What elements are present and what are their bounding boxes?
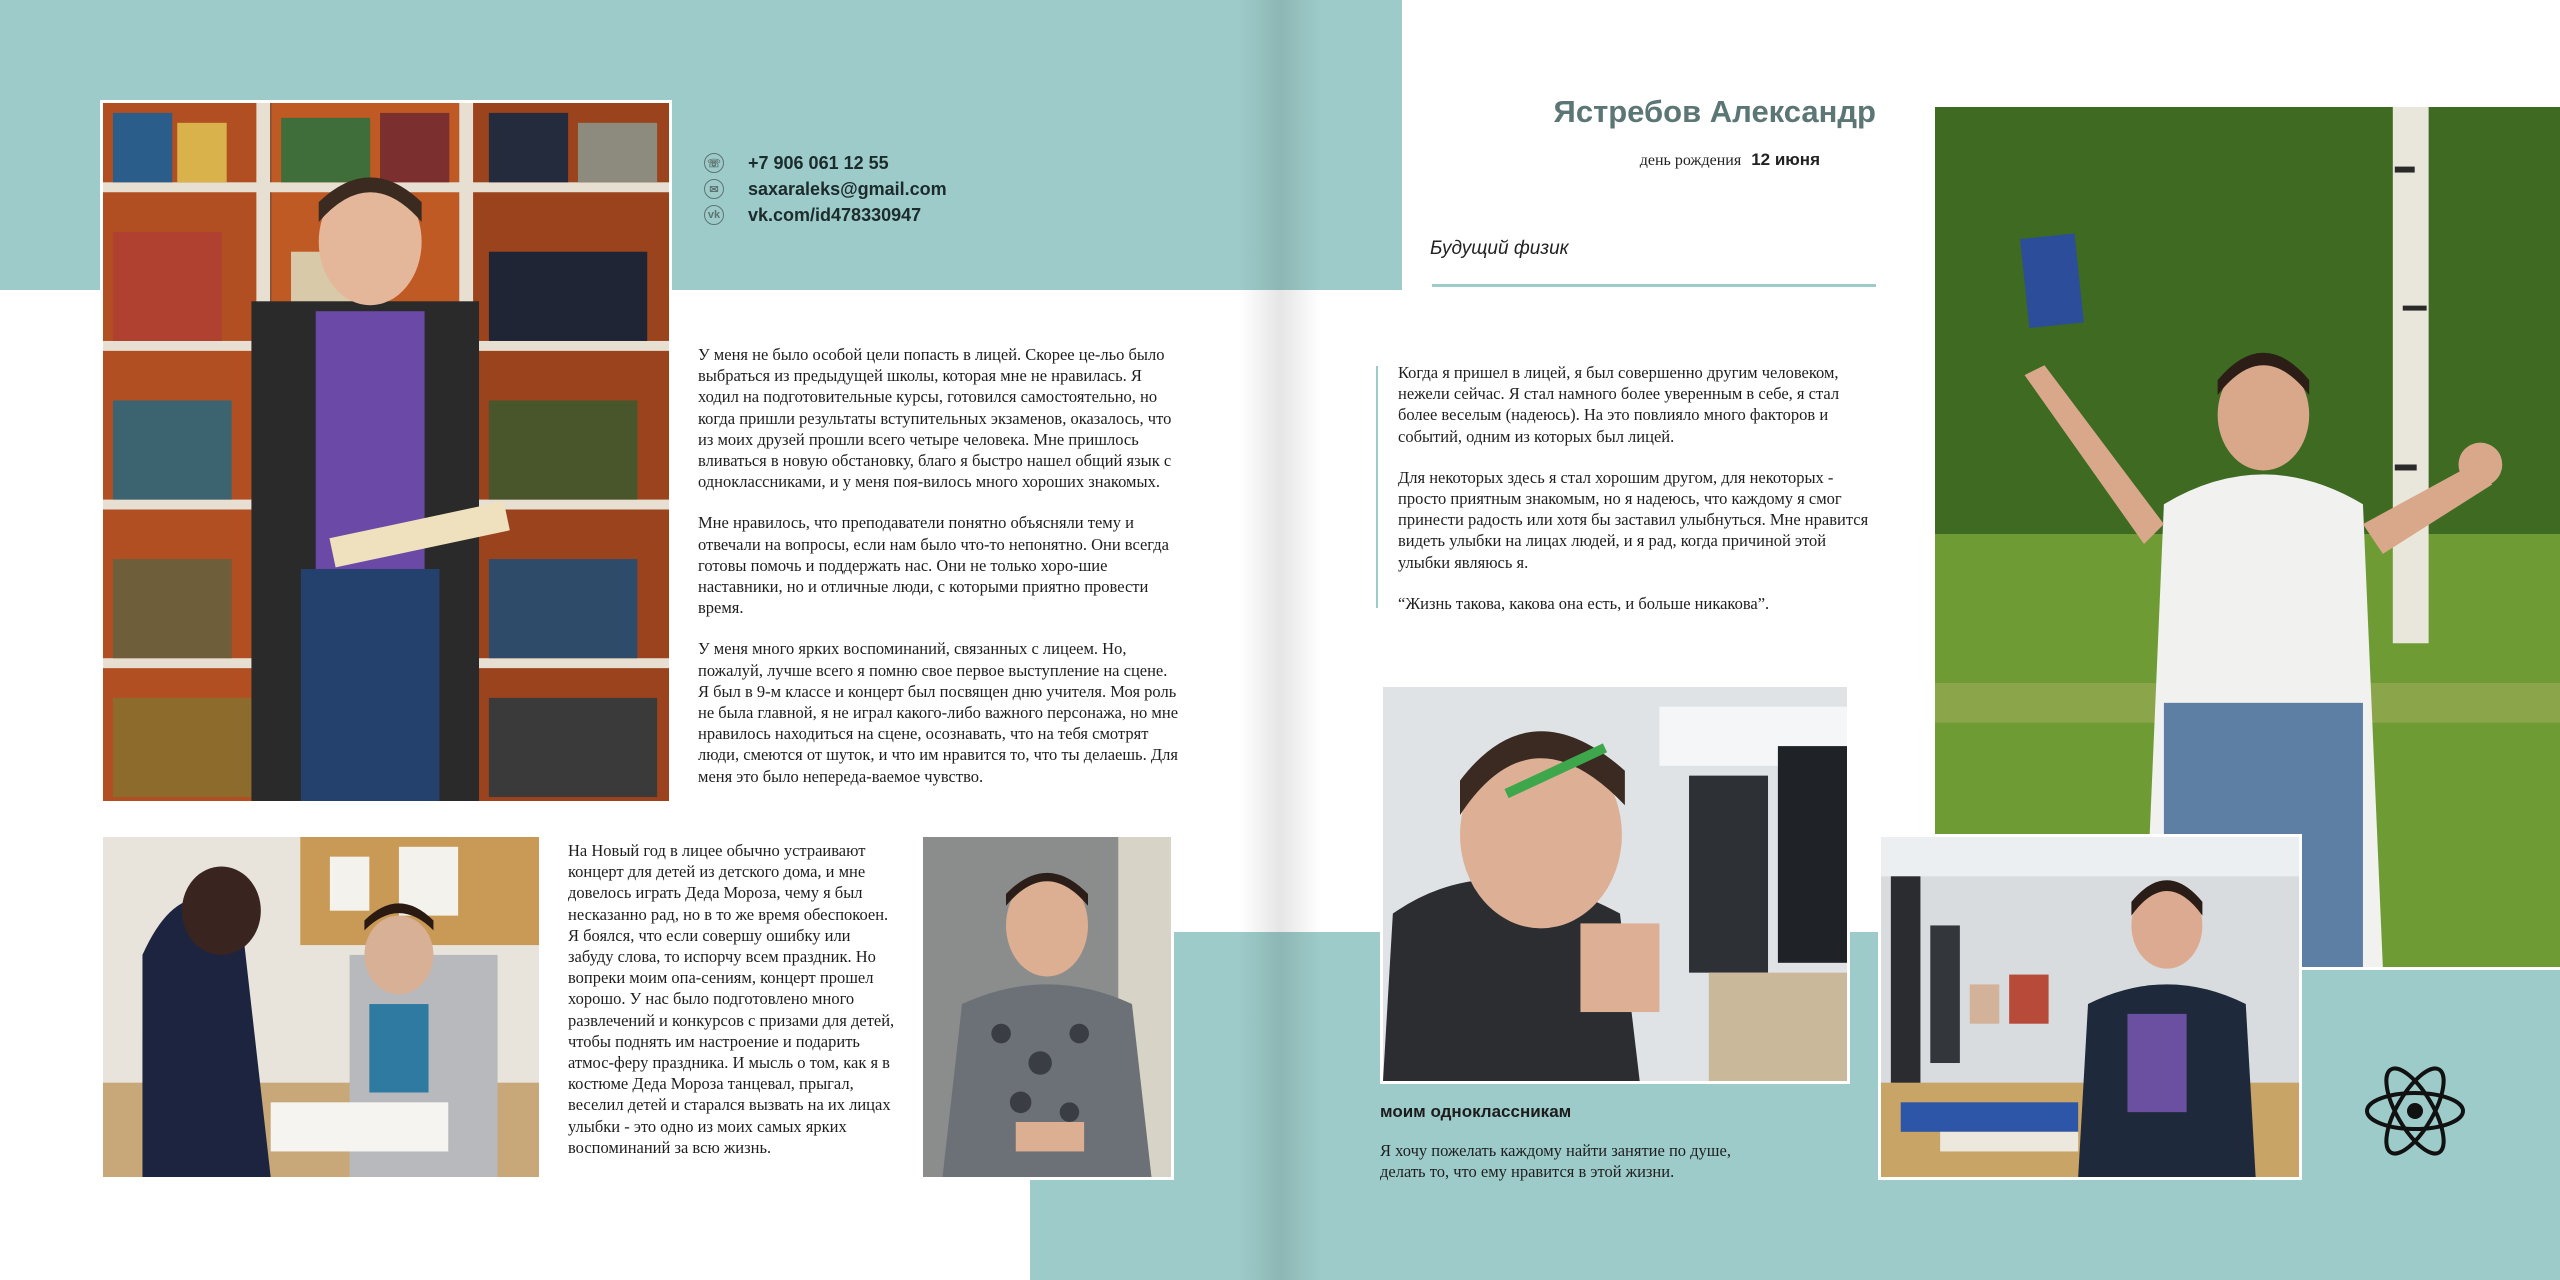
quote-paragraph: Для некоторых здесь я стал хорошим другом, для некоторых - просто приятным знакомым, но я надеюсь, что каждому я смог принести радость или хотя бы заставил улыбнуться. Мне нравится видеть улыбки на лицах людей, и я рад, когда причиной этой улыбки являюсь я. [1398,467,1869,572]
library-photo [100,100,672,804]
vk-value: vk.com/id478330947 [748,204,922,225]
contact-vk[interactable] [704,202,947,228]
classmates-heading: моим одноклассникам [1380,1102,1572,1121]
birthday-line [1560,150,1820,170]
birthday-value: 12 июня [1751,150,1820,169]
thinking-photo [1380,684,1850,1084]
role-underline [1432,284,1876,287]
story-paragraph: У меня не было особой цели попасть в лицей. Скорее це-льо было выбраться из предыдущей школы, которая мне не нравилась. Я ходил на подготовительные курсы, готовился самостоятельно, но когда пришли результаты вступительных экзаменов, оказалось, что из моих друзей прошли всего четыре человека. Мне пришлось вливаться в новую обстановку, благо я быстро нашел общий язык с одноклассниками, и у меня поя-вилось много хороших знакомых. [698,345,1172,492]
book-gutter [1240,0,1320,1280]
mail-icon: ✉ [704,179,724,199]
contacts-block [704,150,947,228]
email-value: saxaraleks@gmail.com [748,178,947,199]
classroom-teacher-photo [100,834,542,1180]
seated-portrait-photo [920,834,1174,1180]
quote-text [1398,362,1882,634]
birthday-label: день рождения [1639,152,1742,169]
story-paragraph: Мне нравилось, что преподаватели понятно объясняли тему и отвечали на вопросы, если нам было что-то непонятно. Они всегда готовы помочь и поддержать нас. Они не только хоро-шие наставники, но и отличные люди, с которыми приятно провести время. [698,513,1169,618]
story-paragraph: У меня много ярких воспоминаний, связанных с лицеем. Но, пожалуй, лучше всего я помню свое первое выступление на сцене. Я был в 9-м классе и концерт был посвящен дню учителя. Моя роль не была главной, я не играл какого-либо важного персонажа, но мне нравилось находиться на сцене, осознавать, что на тебя смотрят люди, смеются от шуток, и что им нравится то, что ты делаешь. Для меня это было непереда-ваемое чувство. [698,639,1179,786]
contact-phone[interactable] [704,150,947,176]
quote-paragraph: Когда я пришел в лицей, я был совершенно другим человеком, нежели сейчас. Я стал намного более уверенным в себе, я стал более веселым (надеюсь). На это повлияло много факторов и событий, одним из которых был лицей. [1398,363,1840,446]
future-role: Будущий физик [1430,238,1569,259]
vk-icon: vk [704,205,724,225]
student-name: Ястребов Александр [1553,94,1876,129]
new-year-text: На Новый год в лицее обычно устраивают концерт для детей из детского дома, и мне довелось играть Деда Мороза, чему я был несказанно рад, но в то же время обеспокоен. Я боялся, что если совершу ошибку или забуду слова, то испорчу всем праздник. Но вопреки моим опа-сениям, концерт прошел хорошо. У нас было подготовлено много развлечений и конкурсов с призами для детей, чтобы поднять им настроение и подарить атмос-феру праздника. И мысль о том, как я в костюме Деда Мороза танцевал, прыгал, веселил детей и старался вызвать на их лицах улыбки - это одно из моих самых ярких воспоминаний за всю жизнь. [568,841,895,1157]
quote-paragraph: “Жизнь такова, какова она есть, и больше никакова”. [1398,593,1770,613]
computer-lab-photo [1878,834,2302,1180]
phone-icon: ☏ [704,153,724,173]
contact-email[interactable] [704,176,947,202]
classmates-text: Я хочу пожелать каждому найти занятие по душе, делать то, что ему нравится в этой жизни. [1380,1141,1731,1182]
phone-value: +7 906 061 12 55 [748,152,889,173]
atom-icon [2360,1056,2470,1166]
quote-rule [1376,366,1378,608]
story-text [698,344,1182,807]
